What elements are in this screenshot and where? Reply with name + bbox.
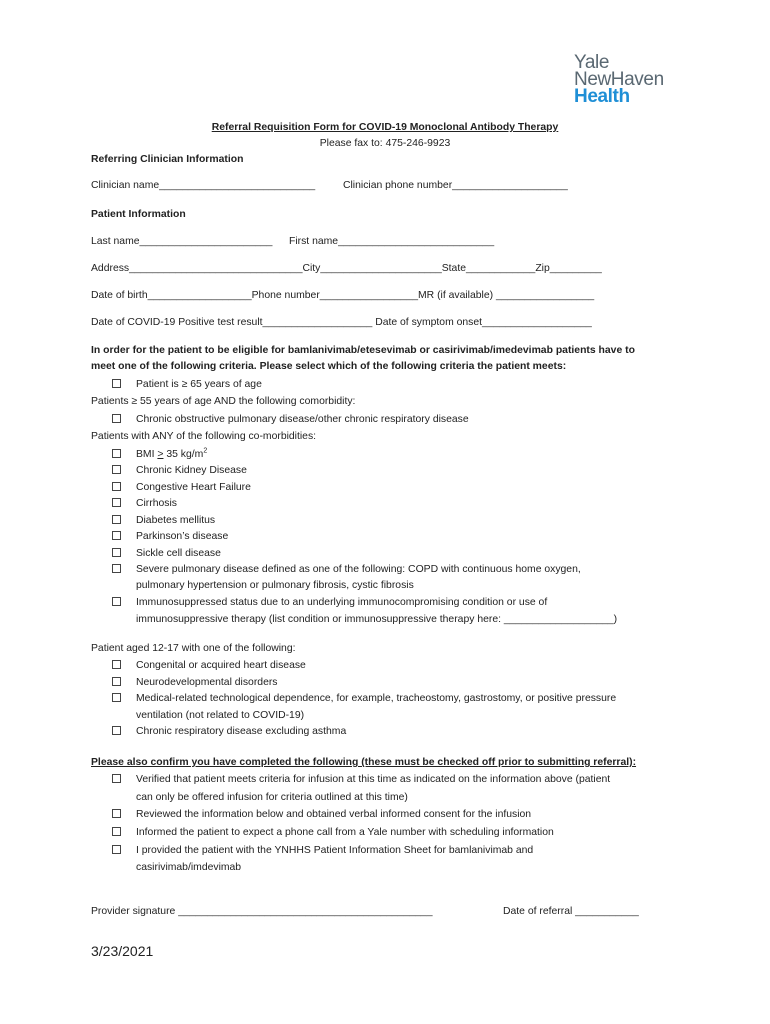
fax-number: Please fax to: 475-246-9923 [319, 138, 451, 149]
criteria-diabetes-label: Diabetes mellitus [136, 515, 216, 526]
criteria-copd [112, 414, 469, 425]
criteria-tech-dependence-label-line1: Medical-related technological dependence, for example, tracheostomy, gastrostomy, or positive pressure [136, 693, 617, 704]
checkbox-respiratory[interactable] [112, 726, 121, 735]
yale-newhaven-health-logo [574, 54, 664, 105]
confirm-verified-label-line1: Verified that patient meets criteria for infusion at this time as indicated on the information above (patient [136, 774, 611, 785]
criteria-neurodevelopmental [112, 677, 278, 688]
criteria-immunosuppressed-label-line1: Immunosuppressed status due to an underlying immunocompromising condition or use of [136, 597, 548, 608]
referring-clinician-heading: Referring Clinician Information [91, 154, 244, 165]
confirm-heading: Please also confirm you have completed the following (these must be checked off prior to submitting referral): [91, 757, 637, 768]
criteria-pulmonary [112, 564, 581, 575]
confirm-verified [112, 774, 610, 785]
criteria-immunosuppressed [112, 597, 547, 608]
criteria-age65 [112, 379, 262, 390]
bmi-prefix: BMI [136, 449, 158, 461]
checkbox-info-sheet[interactable] [112, 845, 121, 854]
checkbox-immunosuppressed[interactable] [112, 597, 121, 606]
criteria-diabetes [112, 515, 215, 526]
bmi-value: 35 kg/m [163, 449, 204, 461]
confirm-informed-label: Informed the patient to expect a phone call from a Yale number with scheduling information [136, 827, 554, 838]
criteria-pulmonary-label-line1: Severe pulmonary disease defined as one of the following: COPD with continuous home oxygen, [136, 564, 581, 575]
checkbox-pulmonary[interactable] [112, 564, 121, 573]
checkbox-informed[interactable] [112, 827, 121, 836]
dob-phone-mr-fields[interactable]: Date of birth__________________Phone number_________________MR (if available) _________________ [91, 290, 595, 301]
checkbox-reviewed[interactable] [112, 809, 121, 818]
checkbox-tech-dependence[interactable] [112, 693, 121, 702]
confirm-reviewed-label: Reviewed the information below and obtained verbal informed consent for the infusion [136, 809, 532, 820]
criteria-neurodevelopmental-label: Neurodevelopmental disorders [136, 677, 278, 688]
form-title: Referral Requisition Form for COVID-19 Monoclonal Antibody Therapy [211, 122, 559, 133]
address-city-state-zip-fields[interactable]: Address______________________________City_____________________State____________Zip_________ [91, 263, 602, 274]
criteria-parkinsons-label: Parkinson’s disease [136, 531, 229, 542]
pediatric-heading: Patient aged 12-17 with one of the following: [91, 643, 296, 654]
criteria-respiratory-label: Chronic respiratory disease excluding asthma [136, 726, 347, 737]
criteria-immunosuppressed-label-line2[interactable]: immunosuppressive therapy (list condition or immunosuppressive therapy here: ___________________) [136, 614, 618, 625]
eligibility-intro-line1: In order for the patient to be eligible for bamlanivimab/etesevimab or casirivimab/imedevimab patients have to [91, 345, 635, 356]
checkbox-verified[interactable] [112, 774, 121, 783]
criteria-chf-label: Congestive Heart Failure [136, 482, 251, 493]
criteria-bmi-label [136, 449, 207, 460]
confirm-info-sheet [112, 845, 533, 856]
criteria-bmi [112, 448, 207, 460]
logo-line-health: Health [574, 86, 630, 107]
checkbox-sickle-cell[interactable] [112, 548, 121, 557]
checkbox-diabetes[interactable] [112, 515, 121, 524]
checkbox-parkinsons[interactable] [112, 531, 121, 540]
confirm-info-sheet-label-line1: I provided the patient with the YNHHS Patient Information Sheet for bamlanivimab and [136, 845, 534, 856]
last-name-field[interactable]: Last name_______________________ [91, 236, 273, 247]
logo-line-yale: Yale [574, 52, 610, 73]
criteria-cirrhosis-label: Cirrhosis [136, 498, 177, 509]
comorbidities-heading: Patients with ANY of the following co-morbidities: [91, 431, 317, 442]
bmi-ge-symbol: > [157, 449, 164, 461]
criteria-tech-dependence-label-line2: ventilation (not related to COVID-19) [136, 710, 305, 721]
eligibility-intro-line2: meet one of the following criteria. Please select which of the following criteria the patient meets: [91, 361, 567, 372]
criteria-chf [112, 482, 251, 493]
criteria-ckd [112, 465, 247, 476]
date-of-referral-field[interactable]: Date of referral ___________ [503, 906, 639, 917]
criteria-sickle-cell [112, 548, 221, 559]
provider-signature-field[interactable]: Provider signature ____________________________________________ [91, 906, 433, 917]
criteria-parkinsons [112, 531, 228, 542]
criteria-heart-disease-label: Congenital or acquired heart disease [136, 660, 306, 671]
checkbox-heart-disease[interactable] [112, 660, 121, 669]
patient-information-heading: Patient Information [91, 209, 186, 220]
criteria-heart-disease [112, 660, 306, 671]
checkbox-bmi[interactable] [112, 449, 121, 458]
criteria-age65-label: Patient is ≥ 65 years of age [136, 379, 262, 390]
checkbox-chf[interactable] [112, 482, 121, 491]
confirm-verified-label-line2: can only be offered infusion for criteria outlined at this time) [136, 792, 408, 803]
criteria-cirrhosis [112, 498, 177, 509]
confirm-info-sheet-label-line2: casirivimab/imdevimab [136, 862, 242, 873]
first-name-field[interactable]: First name___________________________ [289, 236, 495, 247]
confirm-reviewed [112, 809, 531, 820]
bmi-superscript: 2 [203, 448, 208, 455]
checkbox-age65[interactable] [112, 379, 121, 388]
criteria-sickle-cell-label: Sickle cell disease [136, 548, 221, 559]
criteria-ckd-label: Chronic Kidney Disease [136, 465, 247, 476]
covid-test-symptom-onset-fields[interactable]: Date of COVID-19 Positive test result___________________ Date of symptom onset___________________ [91, 317, 592, 328]
footer-date: 3/23/2021 [91, 943, 154, 959]
criteria-respiratory [112, 726, 346, 737]
criteria-tech-dependence [112, 693, 616, 704]
checkbox-neurodevelopmental[interactable] [112, 677, 121, 686]
clinician-name-field[interactable]: Clinician name___________________________ [91, 180, 316, 191]
logo-line-newhaven: NewHaven [574, 69, 664, 90]
criteria-pulmonary-label-line2: pulmonary hypertension or pulmonary fibrosis, cystic fibrosis [136, 580, 414, 591]
clinician-phone-field[interactable]: Clinician phone number____________________ [343, 180, 568, 191]
checkbox-ckd[interactable] [112, 465, 121, 474]
age55-heading: Patients ≥ 55 years of age AND the following comorbidity: [91, 396, 356, 407]
criteria-copd-label: Chronic obstructive pulmonary disease/other chronic respiratory disease [136, 414, 469, 425]
confirm-informed [112, 827, 554, 838]
checkbox-cirrhosis[interactable] [112, 498, 121, 507]
checkbox-copd[interactable] [112, 414, 121, 423]
